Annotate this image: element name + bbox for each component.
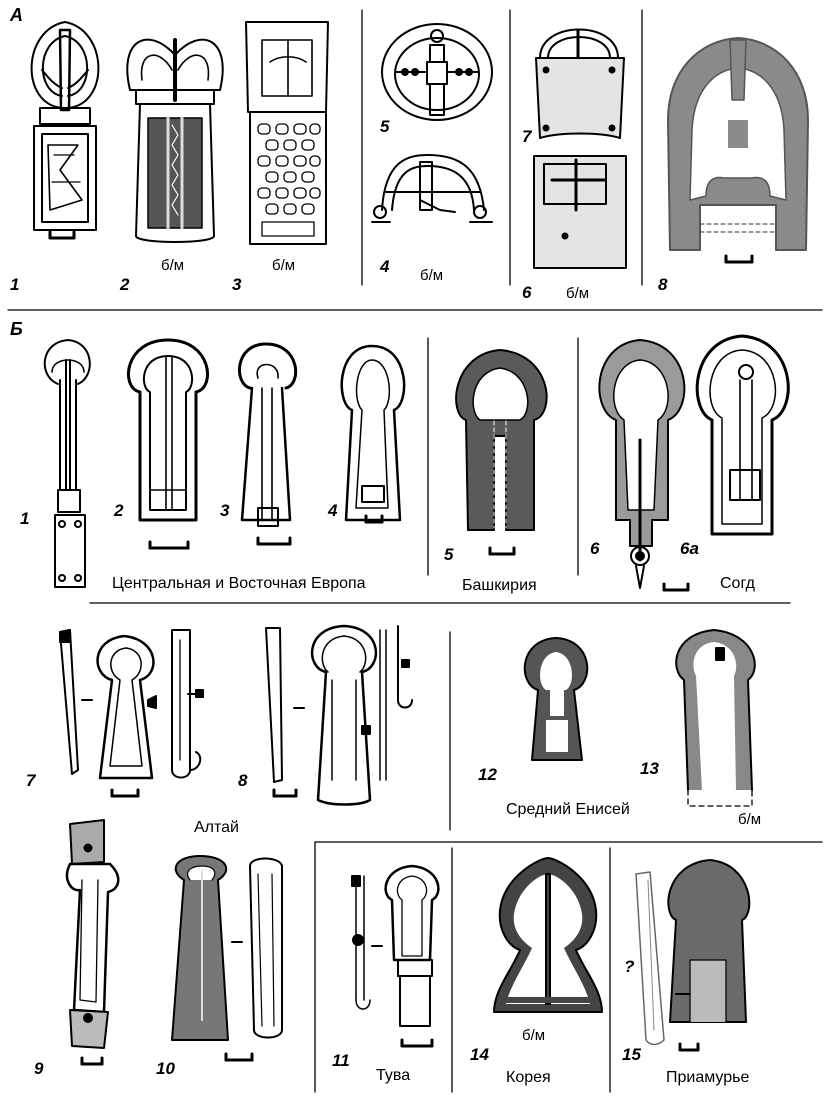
artifact-b14: [494, 858, 602, 1012]
artifact-a5: [382, 24, 492, 120]
artifact-b11: [352, 866, 438, 1046]
artifact-a6: [534, 156, 626, 268]
artifact-b6: [599, 340, 688, 590]
artifact-a1: [32, 22, 99, 238]
caption-altai: Алтай: [194, 819, 239, 836]
label-b11: 11: [332, 1051, 350, 1070]
section-label-b: Б: [10, 319, 23, 339]
question-mark: ?: [624, 957, 635, 976]
label-b2: 2: [114, 501, 124, 520]
artifact-a2: [127, 40, 222, 242]
label-a1: 1: [10, 275, 20, 294]
label-b14: 14: [470, 1045, 489, 1064]
artifact-a3: [246, 22, 328, 244]
label-a5: 5: [380, 117, 390, 136]
caption-europe: Центральная и Восточная Европа: [112, 575, 366, 592]
label-a2: 2: [120, 275, 130, 294]
label-a8: 8: [658, 275, 668, 294]
label-b5: 5: [444, 545, 454, 564]
artifact-b4: [342, 346, 404, 522]
scale-note-a6: б/м: [566, 285, 590, 302]
caption-yenisei: Средний Енисей: [506, 801, 630, 818]
label-b9: 9: [34, 1059, 44, 1078]
label-a6: 6: [522, 283, 532, 302]
label-b8: 8: [238, 771, 248, 790]
scale-note-b13: б/м: [738, 811, 762, 828]
caption-bashkiria: Башкирия: [462, 577, 537, 594]
label-b6: 6: [590, 539, 600, 558]
caption-amur: Приамурье: [666, 1069, 750, 1086]
label-b10: 10: [156, 1059, 175, 1078]
artifact-b12: [525, 638, 588, 760]
label-b7: 7: [26, 771, 36, 790]
artifact-b9: [67, 820, 118, 1064]
label-b15: 15: [622, 1045, 641, 1064]
artifact-b8: [266, 626, 412, 805]
scale-note-a2: б/м: [161, 257, 185, 274]
section-label-a: А: [10, 5, 23, 25]
artifact-b10: [172, 856, 282, 1060]
artifact-b1: [45, 340, 90, 587]
scale-note-b14: б/м: [522, 1027, 546, 1044]
artifact-a8: [668, 38, 808, 262]
label-b4: 4: [328, 501, 338, 520]
caption-korea: Корея: [506, 1069, 551, 1086]
caption-sogd: Согд: [720, 575, 755, 592]
artifact-b6a: [697, 336, 788, 534]
artifact-b13: [676, 630, 755, 806]
artifact-b15: [636, 860, 749, 1050]
label-b13: 13: [640, 759, 659, 778]
artifact-a7: [536, 30, 624, 139]
artifact-b3: [239, 344, 295, 544]
label-b6a: 6а: [680, 539, 699, 558]
scale-note-a3: б/м: [272, 257, 296, 274]
label-a3: 3: [232, 275, 242, 294]
label-b3: 3: [220, 501, 230, 520]
artifact-b5: [456, 350, 547, 554]
caption-tuva: Тува: [376, 1067, 411, 1084]
label-b1: 1: [20, 509, 30, 528]
scale-note-a4: б/м: [420, 267, 444, 284]
artifact-b2: [128, 340, 207, 548]
artifact-b7: [60, 630, 203, 796]
label-a4: 4: [380, 257, 390, 276]
label-a7: 7: [522, 127, 532, 146]
artifact-a4: [372, 155, 492, 222]
label-b12: 12: [478, 765, 497, 784]
